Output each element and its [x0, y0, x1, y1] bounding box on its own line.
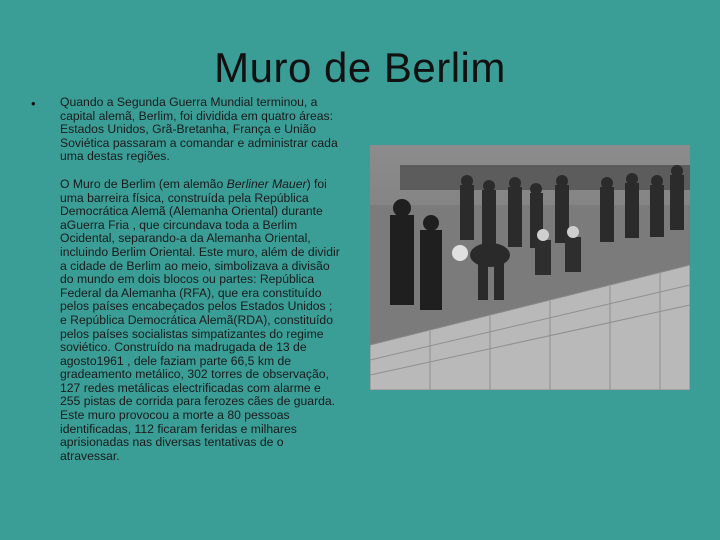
- paragraph-wall: [60, 178, 340, 463]
- body-text: [60, 96, 340, 463]
- paragraph-wall-italic: Berliner Mauer: [226, 176, 307, 191]
- paragraph-wall-part2: ) foi uma barreira física, construída pela República Democrática Alemã (Alemanha Oriental) durante aGuerra Fria , que circundava toda a Berlim Ocidental, separando-a da Alemanha Oriental, incluindo Berlim Oriental. Este muro, além de dividir a cidade de Berlim ao meio, simbolizava a divisão do mundo em dois blocos ou partes: República Federal da Alemanha (RFA), que era constituído pelos países encabeçados pelos Estados Unidos ; e República Democrática Alemã(RDA), constituído pelos países socialistas simpatizantes do regime soviético. Construído na madrugada de 13 de agosto1961 , dele faziam parte 66,5 km de gradeamento metálico, 302 torres de observação, 127 redes metálicas electrificadas com alarme e 255 pistas de corrida para ferozes cães de guarda. Este muro provocou a morte a 80 pessoas identificadas, 112 ficaram feridas e milhares aprisionadas nas diversas tentativas de o atravessar.: [60, 176, 340, 463]
- berlin-wall-photo: [370, 145, 690, 390]
- photo-illustration: [370, 145, 690, 390]
- paragraph-intro: Quando a Segunda Guerra Mundial terminou, a capital alemã, Berlim, foi dividida em quatro áreas: Estados Unidos, Grã-Bretanha, França e União Soviética passaram a comandar e administrar cada uma destas regiões.: [60, 95, 338, 164]
- paragraph-wall-part1: O Muro de Berlim (em alemão: [60, 176, 227, 191]
- slide-title: Muro de Berlim: [214, 44, 506, 91]
- bullet-icon: •: [31, 96, 36, 111]
